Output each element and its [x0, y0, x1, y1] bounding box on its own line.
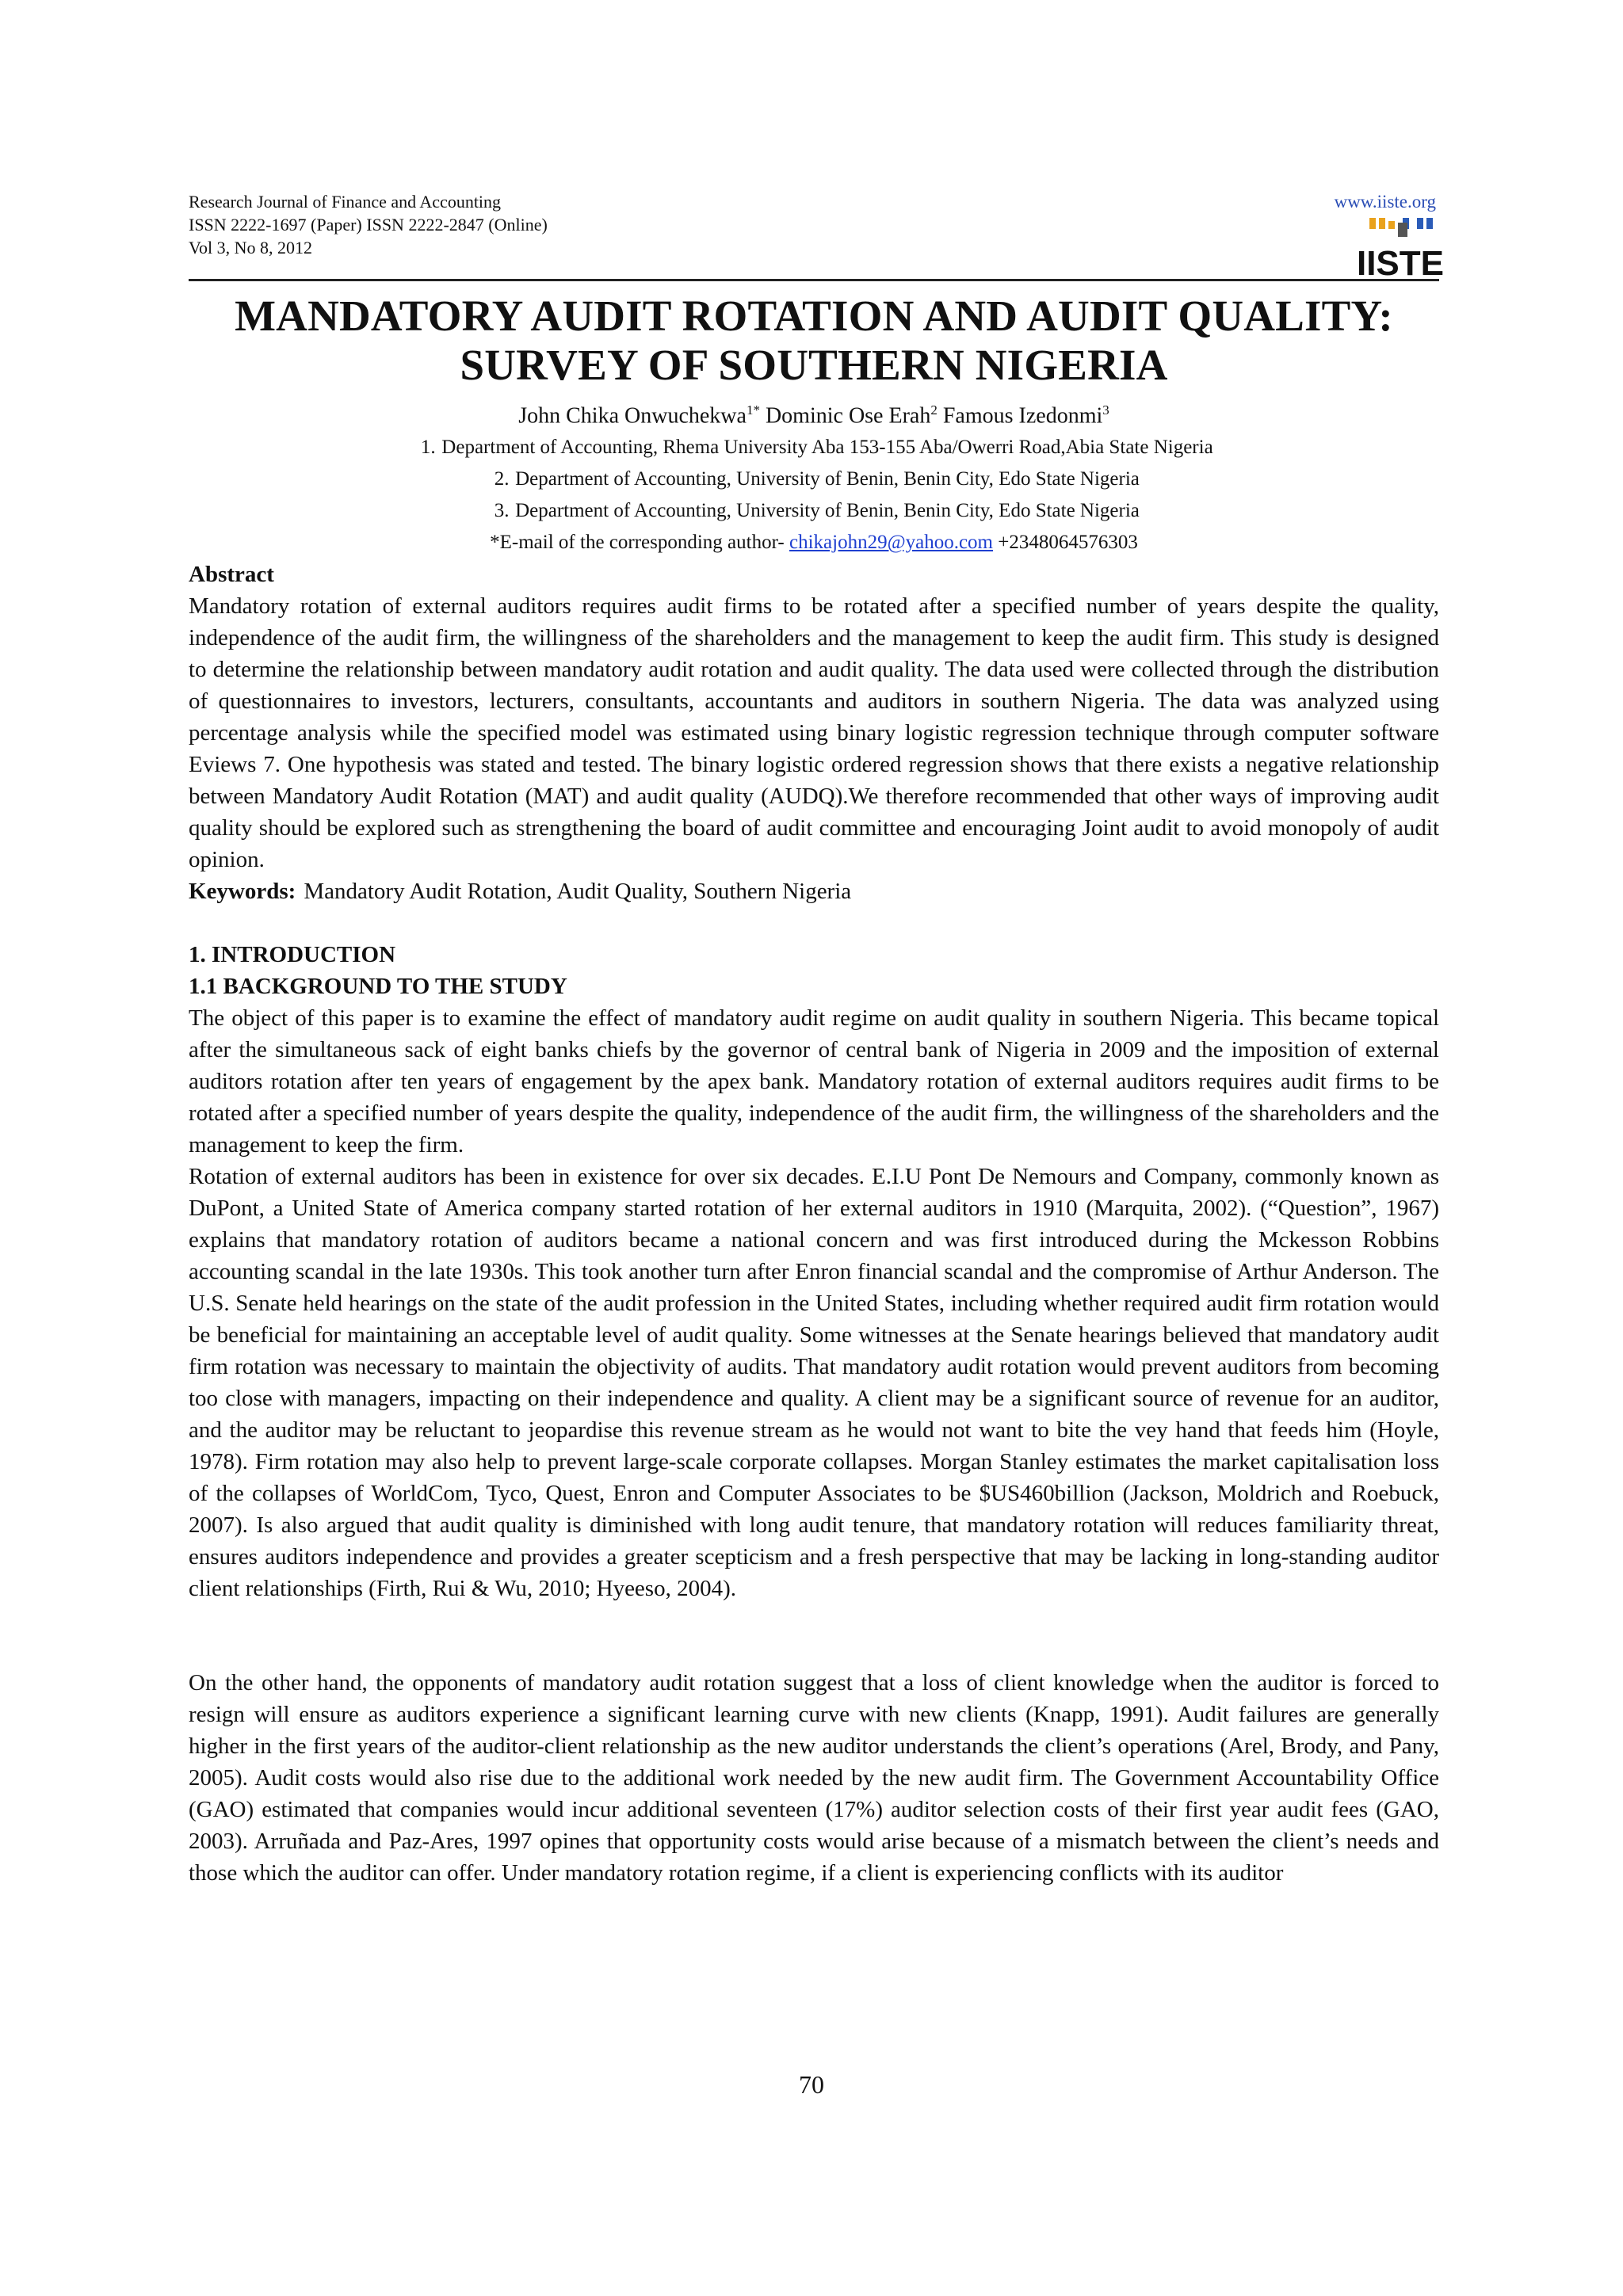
author-marker: 2	[930, 402, 938, 418]
paper-title	[189, 280, 1439, 390]
email-prefix: *E-mail of the corresponding author-	[490, 532, 785, 554]
author-name: Famous Izedonmi	[942, 403, 1103, 429]
abstract-heading: Abstract	[189, 562, 274, 588]
spacer	[189, 907, 1439, 939]
affiliations	[189, 432, 1439, 527]
corresponding-author	[189, 527, 1439, 559]
abstract-text: Mandatory rotation of external auditors requires audit firms to be rotated after a specified number of years despite the quality, independence of the audit firm, the willingness of the shareholders and the management to keep the audit firm. This study is designed to determine the relationship between mandatory audit rotation and audit quality. The data used were collected through the distribution of questionnaires to investors, lecturers, consultants, accountants and auditors in southern Nigeria. The data was analyzed using percentage analysis while the specified model was estimated using binary logistic regression technique through computer software Eviews 7. One hypothesis was stated and tested. The binary logistic ordered regression shows that there exists a negative relationship between Mandatory Audit Rotation (MAT) and audit quality (AUDQ).We therefore recommended that other ways of improving audit quality should be explored such as strengthening the board of audit committee and encouraging Joint audit to avoid monopoly of audit opinion.	[189, 593, 1439, 873]
paragraph: On the other hand, the opponents of mandatory audit rotation suggest that a loss of client knowledge when the auditor is forced to resign will ensure as auditors experience a significant learning curve with new clients (Knapp, 1991). Audit failures are generally higher in the first years of the auditor-client relationship as the new auditor understands the client’s operations (Arel, Brody, and Pany, 2005). Audit costs would also rise due to the additional work needed by the new audit firm. The Government Accountability Office (GAO) estimated that companies would incur additional seventeen (17%) auditor selection costs of their first year audit fees (GAO, 2003). Arruñada and Paz-Ares, 1997 opines that opportunity costs would arise because of a mismatch between the client’s needs and those which the auditor can offer. Under mandatory rotation regime, if a client is experiencing conflicts with its auditor	[189, 1670, 1439, 1886]
author-marker: 1*	[746, 402, 760, 418]
logo-text: IISTE	[1356, 244, 1445, 283]
section-heading: 1. INTRODUCTION	[189, 942, 396, 968]
keywords	[189, 875, 1439, 907]
title-line-1: MANDATORY AUDIT ROTATION AND AUDIT QUALITY:	[235, 292, 1393, 340]
running-header	[189, 190, 1445, 283]
journal-url[interactable]: www.iiste.org	[1334, 192, 1436, 212]
affiliation-item: 2. Department of Accounting, University of Benin, Benin City, Edo State Nigeria	[494, 468, 1140, 490]
subsection-heading: 1.1 BACKGROUND TO THE STUDY	[189, 974, 567, 1000]
phone-number: +2348064576303	[998, 532, 1138, 554]
author-name: John Chika Onwuchekwa	[518, 403, 747, 429]
paragraph: Rotation of external auditors has been in existence for over six decades. E.I.U Pont De Nemours and Company, commonly known as DuPont, a United State of America company started rotation of her external auditors in 1910 (Marquita, 2002). (“Question”, 1967) explains that mandatory rotation of auditors became a national concern and was first introduced during the Mckesson Robbins accounting scandal in the late 1930s. This took another turn after Enron financial scandal and the compromise of Arthur Anderson. The U.S. Senate held hearings on the state of the audit profession in the United States, including whether required audit firm rotation would be beneficial for maintaining an acceptable level of audit quality. Some witnesses at the Senate hearings believed that mandatory audit firm rotation was necessary to maintain the objectivity of audits. That mandatory audit rotation would prevent auditors from becoming too close with managers, impacting on their independence and quality. A client may be a significant source of revenue for an auditor, and the auditor may be reluctant to jeopardise this revenue stream as he would not want to bite the vey hand that feeds him (Hoyle, 1978). Firm rotation may also help to prevent large-scale corporate collapses. Morgan Stanley estimates the market capitalisation loss of the collapses of WorldCom, Tyco, Quest, Enron and Computer Associates to be $US460billion (Jackson, Moldrich and Roebuck, 2007). Is also argued that audit quality is diminished with long audit tenure, that mandatory rotation will reduces familiarity threat, ensures auditors independence and provides a greater scepticism and a fresh perspective that may be lacking in long-standing auditor client relationships (Firth, Rui & Wu, 2010; Hyeeso, 2004).	[189, 1164, 1439, 1602]
header-rule	[189, 279, 1439, 281]
keywords-text: Mandatory Audit Rotation, Audit Quality, Southern Nigeria	[304, 879, 852, 905]
affiliation-item: 3. Department of Accounting, University of Benin, Benin City, Edo State Nigeria	[494, 500, 1140, 522]
page-number: 70	[799, 2070, 824, 2099]
page	[189, 190, 1445, 1889]
journal-name: Research Journal of Finance and Accounting	[189, 192, 502, 212]
iiste-logo-icon	[1356, 216, 1445, 283]
spacer	[189, 1604, 1439, 1667]
author-marker: 3	[1102, 402, 1109, 418]
journal-info	[189, 190, 548, 259]
author-name: Dominic Ose Erah	[765, 403, 931, 429]
journal-volume: Vol 3, No 8, 2012	[189, 238, 313, 257]
journal-issn: ISSN 2222-1697 (Paper) ISSN 2222-2847 (Online)	[189, 215, 548, 235]
author-list	[189, 395, 1439, 432]
title-line-2: SURVEY OF SOUTHERN NIGERIA	[460, 341, 1168, 389]
paragraph: The object of this paper is to examine the effect of mandatory audit regime on audit quality in southern Nigeria. This became topical after the simultaneous sack of eight banks chiefs by the governor of central bank of Nigeria in 2009 and the imposition of external auditors rotation after ten years of engagement by the apex bank. Mandatory rotation of external auditors requires audit firms to be rotated after a specified number of years despite the quality, independence of the audit firm, the willingness of the shareholders and the management to keep the firm.	[189, 1005, 1439, 1158]
journal-branding	[1334, 190, 1445, 283]
affiliation-item: 1. Department of Accounting, Rhema University Aba 153-155 Aba/Owerri Road,Abia State Nigeria	[420, 437, 1213, 459]
email-link[interactable]: chikajohn29@yahoo.com	[789, 532, 993, 554]
keywords-label: Keywords:	[189, 879, 296, 905]
